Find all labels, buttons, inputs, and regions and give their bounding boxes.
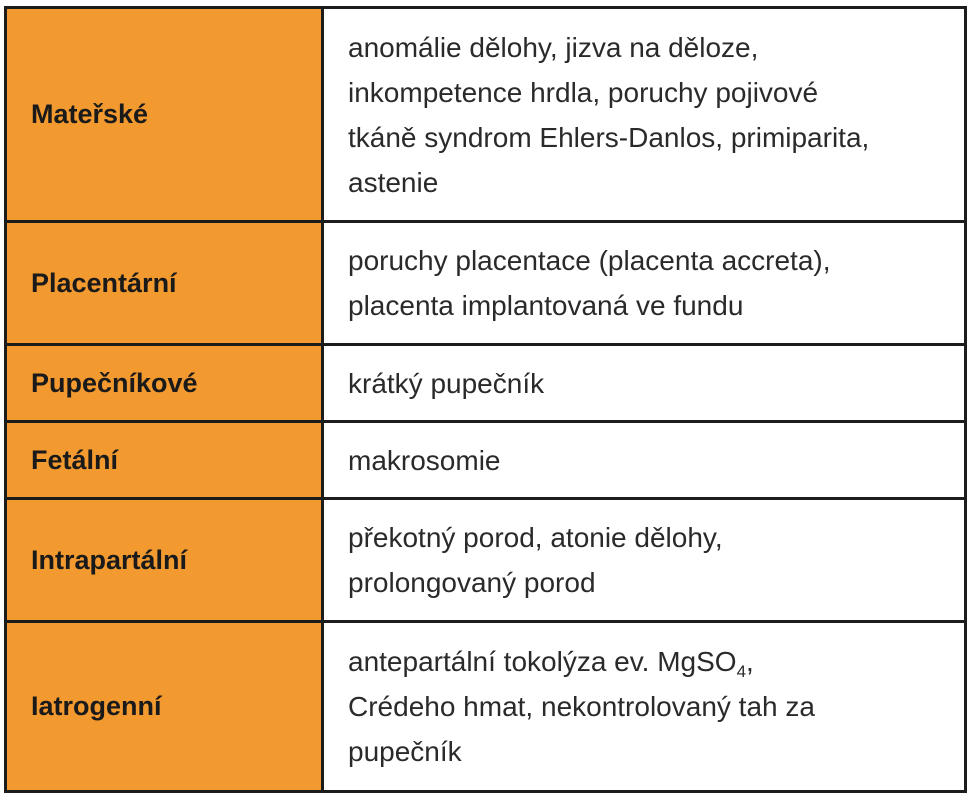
description-line: poruchy placentace (placenta accreta), <box>348 245 831 276</box>
subscript-text: 4 <box>736 662 747 681</box>
category-cell: Fetální <box>6 422 323 499</box>
description-cell <box>323 499 966 622</box>
table-row-placentarni <box>6 222 966 345</box>
description-line: inkompetence hrdla, poruchy pojivové <box>348 76 819 108</box>
description-line: makrosomie <box>348 444 501 476</box>
table-row-fetalni <box>6 422 966 499</box>
description-line: pupečník <box>348 736 462 767</box>
description-cell <box>323 422 966 499</box>
table-row-intrapartalni <box>6 499 966 622</box>
category-cell: Pupečníkové <box>6 345 323 422</box>
description-cell <box>323 222 966 345</box>
category-cell: Placentární <box>6 222 323 345</box>
category-cell: Mateřské <box>6 8 323 222</box>
category-cell: Intrapartální <box>6 499 323 622</box>
description-cell <box>323 622 966 792</box>
description-line: placenta implantovaná ve fundu <box>348 290 744 321</box>
description-line: prolongovaný porod <box>348 567 596 598</box>
description-cell <box>323 345 966 422</box>
table-row-pupecnikove <box>6 345 966 422</box>
category-cell: Iatrogenní <box>6 622 323 792</box>
description-cell <box>323 8 966 222</box>
description-text: , <box>746 646 754 677</box>
description-line: Crédeho hmat, nekontrolovaný tah za <box>348 691 815 722</box>
description-line: krátký pupečník <box>348 367 545 399</box>
description-line <box>348 639 948 684</box>
risk-factors-table <box>4 6 967 793</box>
description-line: překotný porod, atonie dělohy, <box>348 522 723 553</box>
table-row-iatrogenni <box>6 622 966 792</box>
description-line: astenie <box>348 166 439 198</box>
table-row-materske <box>6 8 966 222</box>
description-line: anomálie dělohy, jizva na děloze, <box>348 31 759 63</box>
description-line: tkáně syndrom Ehlers-Danlos, primiparita, <box>348 121 870 153</box>
description-text: antepartální tokolýza ev. MgSO <box>348 646 737 677</box>
